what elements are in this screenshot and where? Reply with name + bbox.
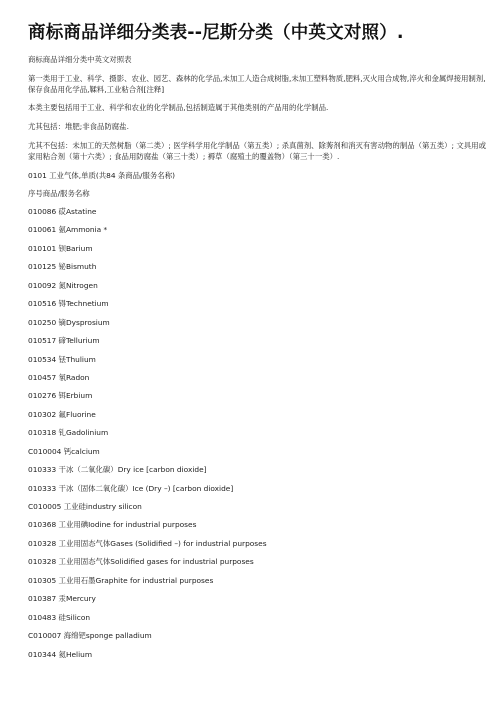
list-item: 010276 铒Erbium: [28, 391, 93, 401]
list-column-header: 序号商品/服务名称: [28, 189, 90, 198]
list-item: 010250 镝Dysprosium: [28, 317, 110, 327]
list-item: C010004 钙calcium: [28, 446, 100, 456]
exclusions-note: 尤其不包括：未加工的天然树脂（第二类）; 医学科学用化学制品（第五类）; 杀真菌剂、除莠剂和消灭有害动物的制品（第五类）; 文具用或家用粘合剂（第十六类）; 食品用防腐盐（第三十类）; 褥草（腐殖土的覆盖物）（第三十一类）.: [28, 141, 486, 161]
class-scope-paragraph: 第一类用于工业、科学、摄影、农业、园艺、森林的化学品,未加工人造合成树脂,未加工塑料物质,肥料,灭火用合成物,淬火和金属焊接用制剂,保存食品用化学品,鞣料,工业粘合剂[注释]: [28, 74, 486, 94]
list-item: 010516 锝Technetium: [28, 299, 109, 309]
list-item: 010387 汞Mercury: [28, 594, 96, 604]
list-item: 010333 干冰（二氧化碳）Dry ice [carbon dioxide]: [28, 465, 207, 475]
list-item: 010092 氮Nitrogen: [28, 280, 98, 290]
list-item: 010061 氨Ammonia *: [28, 225, 108, 235]
list-item: 010328 工业用固态气体Gases (Solidified –) for industrial purposes: [28, 538, 267, 548]
list-item: 010368 工业用碘Iodine for industrial purposes: [28, 520, 197, 530]
class-main-note: 本类主要包括用于工业、科学和农业的化学制品,包括制造属于其他类别的产品用的化学制品.: [28, 103, 329, 112]
especially-includes-note: 尤其包括：堆肥;非食品防腐盐.: [28, 122, 129, 131]
list-item: 010302 氟Fluorine: [28, 409, 96, 419]
list-item: 010457 氡Radon: [28, 372, 90, 382]
list-item: 010318 钆Gadolinium: [28, 428, 109, 438]
list-item: 010517 碲Tellurium: [28, 336, 100, 346]
list-item: C010005 工业硅industry silicon: [28, 502, 142, 511]
document-page: [28, 0, 488, 667]
goods-list: [28, 206, 488, 660]
document-subtitle: 商标商品详细分类中英文对照表: [28, 55, 132, 64]
list-item: 010534 铥Thulium: [28, 354, 96, 364]
class-group-heading: 0101 工业气体,单质(共84 条商品/服务名称): [28, 171, 175, 180]
list-item: 010101 钡Barium: [28, 243, 93, 253]
list-item: 010333 干冰（固体二氧化碳）Ice (Dry –) [carbon dioxide]: [28, 483, 234, 493]
document-title: 商标商品详细分类表--尼斯分类（中英文对照）.: [28, 23, 404, 43]
list-item: 010483 硅Silicon: [28, 612, 91, 622]
list-item: 010344 氦Helium: [28, 649, 93, 659]
list-item: 010328 工业用固态气体Solidified gases for industrial purposes: [28, 557, 254, 567]
list-item: C010007 海绵钯sponge palladium: [28, 631, 152, 641]
list-item: 010305 工业用石墨Graphite for industrial purposes: [28, 575, 214, 585]
list-item: 010086 砹Astatine: [28, 207, 97, 216]
list-item: 010125 铋Bismuth: [28, 262, 97, 272]
